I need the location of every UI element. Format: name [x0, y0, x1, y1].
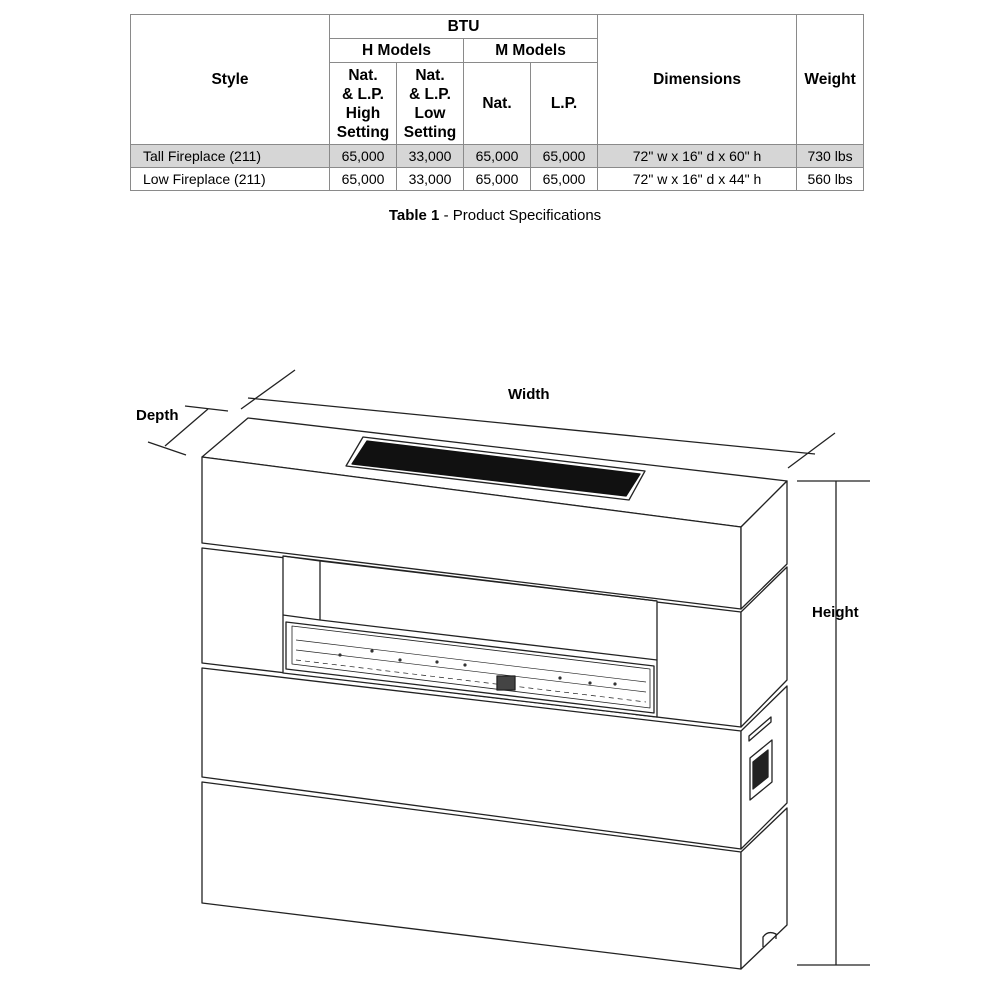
cell-dimensions: 72" w x 16" d x 44" h: [598, 168, 797, 191]
cell-m-nat: 65,000: [464, 168, 531, 191]
header-h-models: H Models: [330, 39, 464, 63]
header-h-low-setting: Nat. & L.P. Low Setting: [397, 63, 464, 145]
cell-h-low: 33,000: [397, 168, 464, 191]
header-h-high-setting: Nat. & L.P. High Setting: [330, 63, 397, 145]
width-label: Width: [508, 386, 550, 403]
caption-text: Product Specifications: [452, 207, 602, 224]
header-m-nat: Nat.: [464, 63, 531, 145]
header-weight: Weight: [797, 15, 864, 145]
caption-separator: -: [439, 207, 453, 224]
cell-style: Low Fireplace (211): [131, 168, 330, 191]
cell-h-high: 65,000: [330, 168, 397, 191]
cell-m-nat: 65,000: [464, 145, 531, 168]
header-style: Style: [131, 15, 330, 145]
cell-h-high: 65,000: [330, 145, 397, 168]
header-dimensions: Dimensions: [598, 15, 797, 145]
cell-h-low: 33,000: [397, 145, 464, 168]
burner-valve: [497, 676, 515, 690]
cell-m-lp: 65,000: [531, 168, 598, 191]
header-m-models: M Models: [464, 39, 598, 63]
cell-dimensions: 72" w x 16" d x 60" h: [598, 145, 797, 168]
cell-weight: 560 lbs: [797, 168, 864, 191]
cell-weight: 730 lbs: [797, 145, 864, 168]
header-m-lp: L.P.: [531, 63, 598, 145]
header-btu: BTU: [330, 15, 598, 39]
cell-m-lp: 65,000: [531, 145, 598, 168]
caption-label: Table 1: [388, 207, 440, 224]
cell-style: Tall Fireplace (211): [131, 145, 330, 168]
depth-label: Depth: [136, 407, 179, 424]
height-label: Height: [812, 604, 859, 621]
